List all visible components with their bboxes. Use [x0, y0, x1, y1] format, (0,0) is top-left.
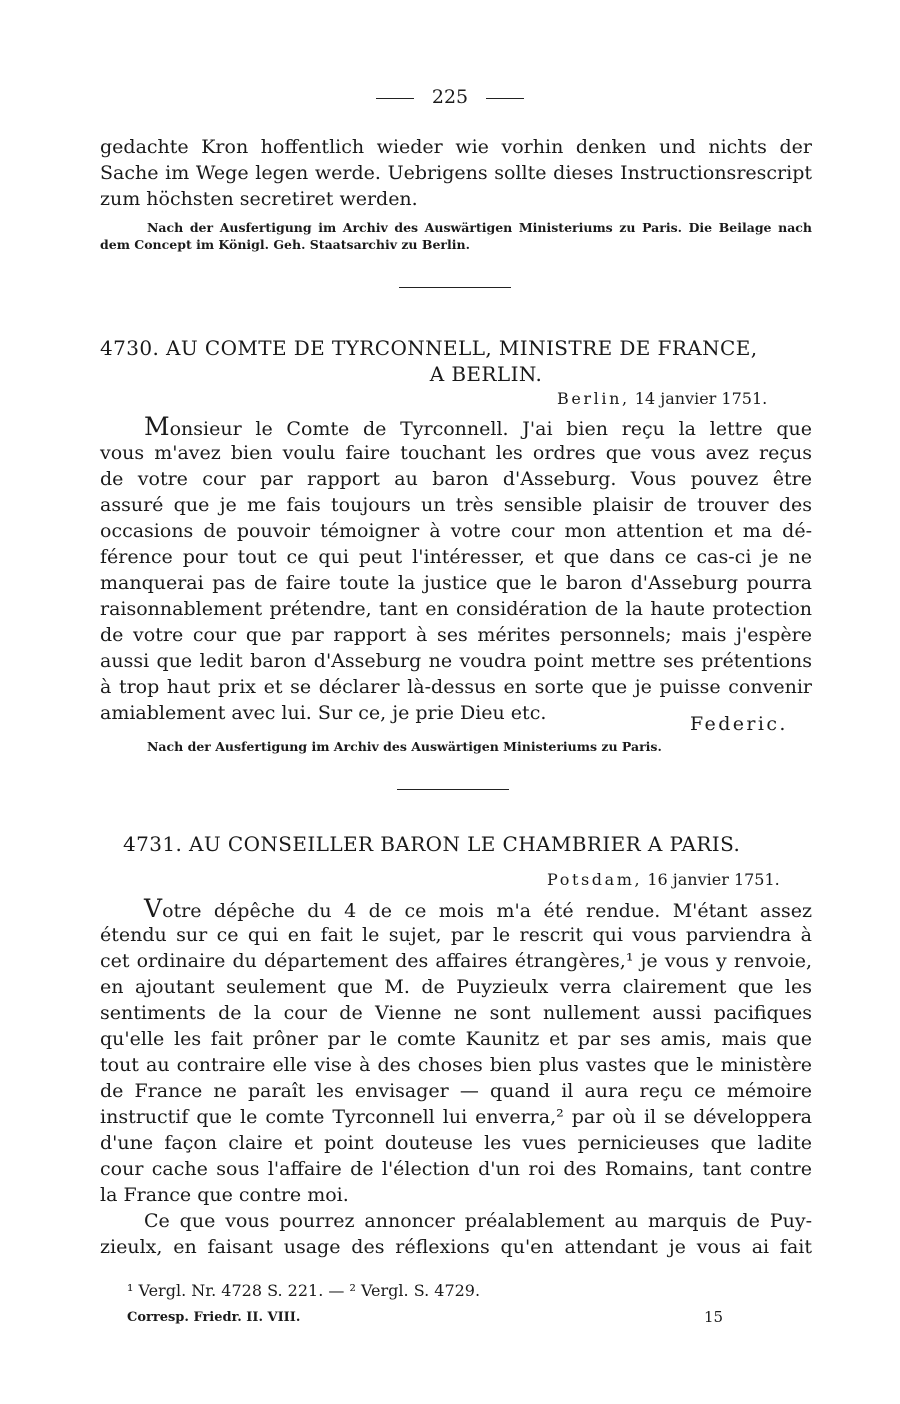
source-note	[100, 219, 812, 253]
page-header	[0, 86, 900, 108]
letter-heading	[123, 831, 803, 857]
text-line: la France que contre moi.	[100, 1184, 349, 1206]
footnotes: ¹ Vergl. Nr. 4728 S. 221. — ² Vergl. S. 4729.	[127, 1281, 481, 1300]
text-line: Ce que vous pourrez annoncer préalablement au marquis de Puy-	[144, 1210, 812, 1232]
date: 16 janvier 1751.	[647, 870, 780, 889]
letter-body	[100, 896, 812, 1208]
text-line: Sache im Wege legen werde. Uebrigens sollte dieses Instructionsrescript	[100, 162, 812, 184]
heading-line: 4730. AU COMTE DE TYRCONNELL, MINISTRE DE FRANCE,	[100, 336, 758, 360]
date-place: Berlin,	[557, 389, 630, 408]
text-line	[100, 896, 812, 922]
text-line: de votre cour que par rapport à ses mérites personnels; mais j'espère	[100, 624, 812, 646]
letter-body	[100, 414, 812, 726]
text-line: étendu sur ce qui en fait le sujet, par le rescrit qui vous parviendra à	[100, 924, 812, 946]
text-line: zum höchsten secretiret werden.	[100, 188, 418, 210]
text-line-content: onsieur le Comte de Tyrconnell. J'ai bien reçu la lettre que	[169, 418, 812, 440]
text-line: assuré que je me fais toujours un très sensible plaisir de trouver des	[100, 494, 812, 516]
text-line: instructif que le comte Tyrconnell lui enverra,² par où il se développera	[100, 1106, 812, 1128]
text-line: vous m'avez bien voulu faire touchant les ordres que vous avez reçus	[100, 442, 812, 464]
heading-line: A BERLIN.	[429, 362, 543, 386]
letter-paragraph	[100, 1208, 812, 1260]
date-place: Potsdam,	[547, 870, 643, 889]
text-line: aussi que ledit baron d'Asseburg ne voudra point mettre ses prétentions	[100, 650, 812, 672]
text-line: de France ne paraît les envisager — quand il aura reçu ce mémoire	[100, 1080, 812, 1102]
date: 14 janvier 1751.	[634, 389, 768, 408]
text-line: de votre cour par rapport au baron d'Asseburg. Vous pouvez être	[100, 468, 812, 490]
continuation-paragraph	[100, 134, 812, 212]
heading-line: 4731. AU CONSEILLER BARON LE CHAMBRIER A PARIS.	[123, 832, 741, 856]
text-line: raisonnablement prétendre, tant en considération de la haute protection	[100, 598, 812, 620]
section-divider	[399, 287, 511, 288]
text-line: d'une façon claire et point douteuse les vues pernicieuses que ladite	[100, 1132, 812, 1154]
signature: Federic.	[690, 713, 788, 735]
text-line: cet ordinaire du département des affaires étrangères,¹ je vous y renvoie,	[100, 950, 812, 972]
text-line	[100, 414, 812, 440]
text-line: zieulx, en faisant usage des réflexions qu'en attendant je vous ai fait	[100, 1236, 812, 1258]
initial-letter: V	[144, 894, 163, 923]
text-line: à trop haut prix et se déclarer là-dessus en sorte que je puisse convenir	[100, 676, 812, 698]
text-line-content: otre dépêche du 4 de ce mois m'a été rendue. M'étant assez	[162, 900, 812, 922]
letter-heading	[100, 335, 812, 387]
page-number: 225	[431, 86, 469, 108]
dateline	[547, 870, 780, 889]
initial-letter: M	[144, 412, 170, 441]
text-line: cour cache sous l'affaire de l'élection d'un roi des Romains, tant contre	[100, 1158, 812, 1180]
text-line: manquerai pas de faire toute la justice que le baron d'Asseburg pourra	[100, 572, 812, 594]
text-line: tout au contraire elle vise à des choses bien plus vastes que le ministère	[100, 1054, 812, 1076]
text-line: occasions de pouvoir témoigner à votre cour mon attention et ma dé-	[100, 520, 812, 542]
source-note	[147, 738, 747, 755]
header-dash-left	[376, 98, 414, 99]
text-line: qu'elle les fait prôner par le comte Kaunitz et par ses amis, mais que	[100, 1028, 812, 1050]
footer-signature: Corresp. Friedr. II. VIII.	[127, 1310, 301, 1325]
dateline	[557, 389, 767, 408]
text-line: en ajoutant seulement que M. de Puyzieulx verra clairement que les	[100, 976, 812, 998]
text-line: amiablement avec lui. Sur ce, je prie Dieu etc.	[100, 702, 547, 724]
section-divider	[397, 789, 509, 790]
text-line: Nach der Ausfertigung im Archiv des Auswärtigen Ministeriums zu Paris. Die Beilage nach	[147, 220, 812, 235]
text-line: dem Concept im Königl. Geh. Staatsarchiv zu Berlin.	[100, 237, 470, 252]
text-line: férence pour tout ce qui peut l'intéresser, et que dans ce cas-ci je ne	[100, 546, 812, 568]
text-line: Nach der Ausfertigung im Archiv des Auswärtigen Ministeriums zu Paris.	[147, 739, 662, 754]
header-dash-right	[486, 98, 524, 99]
text-line: sentiments de la cour de Vienne ne sont nullement aussi pacifiques	[100, 1002, 812, 1024]
text-line: gedachte Kron hoffentlich wieder wie vorhin denken und nichts der	[100, 136, 812, 158]
signature-mark: 15	[704, 1308, 724, 1326]
